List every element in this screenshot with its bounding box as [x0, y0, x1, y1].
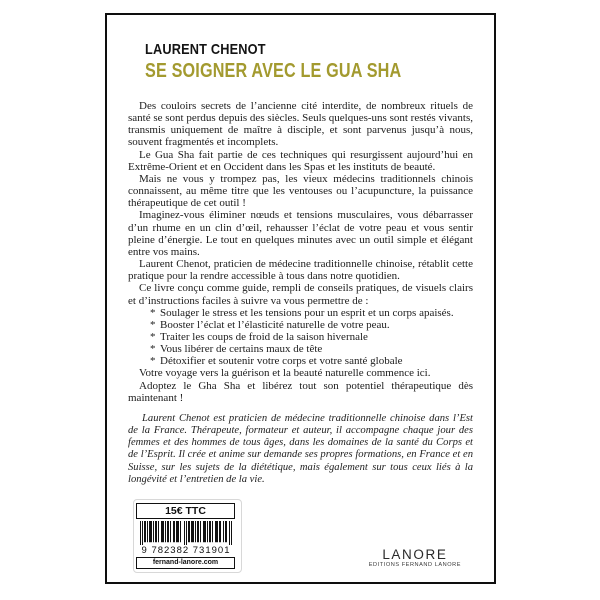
description-paragraph: Adoptez le Gha Sha et libérez tout son potentiel thérapeutique dès maintenant ! — [128, 379, 473, 404]
list-item-text: Traiter les coups de froid de la saison hivernale — [160, 330, 368, 343]
description-text — [128, 100, 473, 486]
publisher-logo — [369, 548, 461, 569]
list-item — [150, 307, 473, 319]
barcode-icon — [140, 521, 232, 545]
list-item — [150, 355, 473, 367]
asterisk-bullet-icon: * — [150, 355, 156, 368]
list-item-text: Soulager le stress et les tensions pour un esprit et un corps apaisés. — [160, 306, 454, 319]
isbn-number: 9 782382 731901 — [141, 545, 231, 556]
list-item — [150, 319, 473, 331]
asterisk-bullet-icon: * — [150, 318, 156, 331]
price-tag: 15€ TTC — [136, 503, 235, 519]
list-item-text: Booster l’éclat et l’élasticité naturelle de votre peau. — [160, 318, 390, 331]
author-name: LAURENT CHENOT — [145, 41, 266, 58]
description-paragraph: Votre voyage vers la guérison et la beauté naturelle commence ici. — [139, 367, 431, 380]
publisher-logo-subtitle: EDITIONS FERNAND LANORE — [368, 562, 461, 568]
description-paragraph: Mais ne vous y trompez pas, les vieux médecins traditionnels chinois connaissent, au même titre que les ventouses ou l’acupuncture, la puissance thérapeutique de cet outil ! — [128, 172, 473, 210]
description-paragraph: Laurent Chenot, praticien de médecine traditionnelle chinoise, rétablit cette pratique pour la rendre accessible à tous dans notre quotidien. — [128, 258, 473, 283]
author-bio: Laurent Chenot est praticien de médecine traditionnelle chinoise dans l’Est de la France. Thérapeute, formateur et auteur, il accompagne chaque jour des femmes et des hommes de tous âges, dans les domaines de la santé du Corps et de l’Esprit. Il crée et anime sur demande ses propres formations, en France et en Suisse, sur les sujets de la diététique, mais également sur tous ceux liés à la longévité et l’entretien de la vie. — [128, 412, 473, 485]
back-cover — [105, 13, 496, 584]
asterisk-bullet-icon: * — [150, 330, 156, 343]
list-item — [150, 331, 473, 343]
list-item — [150, 343, 473, 355]
description-paragraph: Des couloirs secrets de l’ancienne cité interdite, de nombreux rituels de santé se sont perdus depuis des siècles. Seuls quelques-uns sont restés vivants, transmis uniquement de maître à disciple, et sont parvenus jusqu’à nous, souvent fragmentés et incomplets. — [128, 100, 473, 149]
description-paragraph: Le Gua Sha fait partie de ces techniques qui resurgissent aujourd’hui en Extrême-Orient et en Occident dans les Spas et les instituts de beauté. — [128, 148, 473, 173]
price-barcode-label — [133, 499, 242, 573]
asterisk-bullet-icon: * — [150, 306, 156, 319]
book-title: SE SOIGNER AVEC LE GUA SHA — [145, 59, 402, 82]
description-paragraph: Imaginez-vous éliminer nœuds et tensions musculaires, vous débarrasser d’un rhume en un clin d’œil, rehausser l’éclat de votre peau et vous sentir pleine d’énergie. Le tout en quelques minutes avec un outil simple et élégant entre vos mains. — [128, 209, 473, 258]
benefits-list — [150, 307, 473, 368]
list-item-text: Vous libérer de certains maux de tête — [160, 343, 323, 356]
publisher-logo-name: LANORE — [382, 547, 448, 562]
list-item-text: Détoxifier et soutenir votre corps et votre santé globale — [160, 355, 403, 368]
publisher-website: fernand-lanore.com — [136, 557, 235, 569]
description-paragraph: Ce livre conçu comme guide, rempli de conseils pratiques, de visuels clairs et d’instructions faciles à suivre va vous permettre de : — [128, 282, 473, 307]
asterisk-bullet-icon: * — [150, 343, 156, 356]
